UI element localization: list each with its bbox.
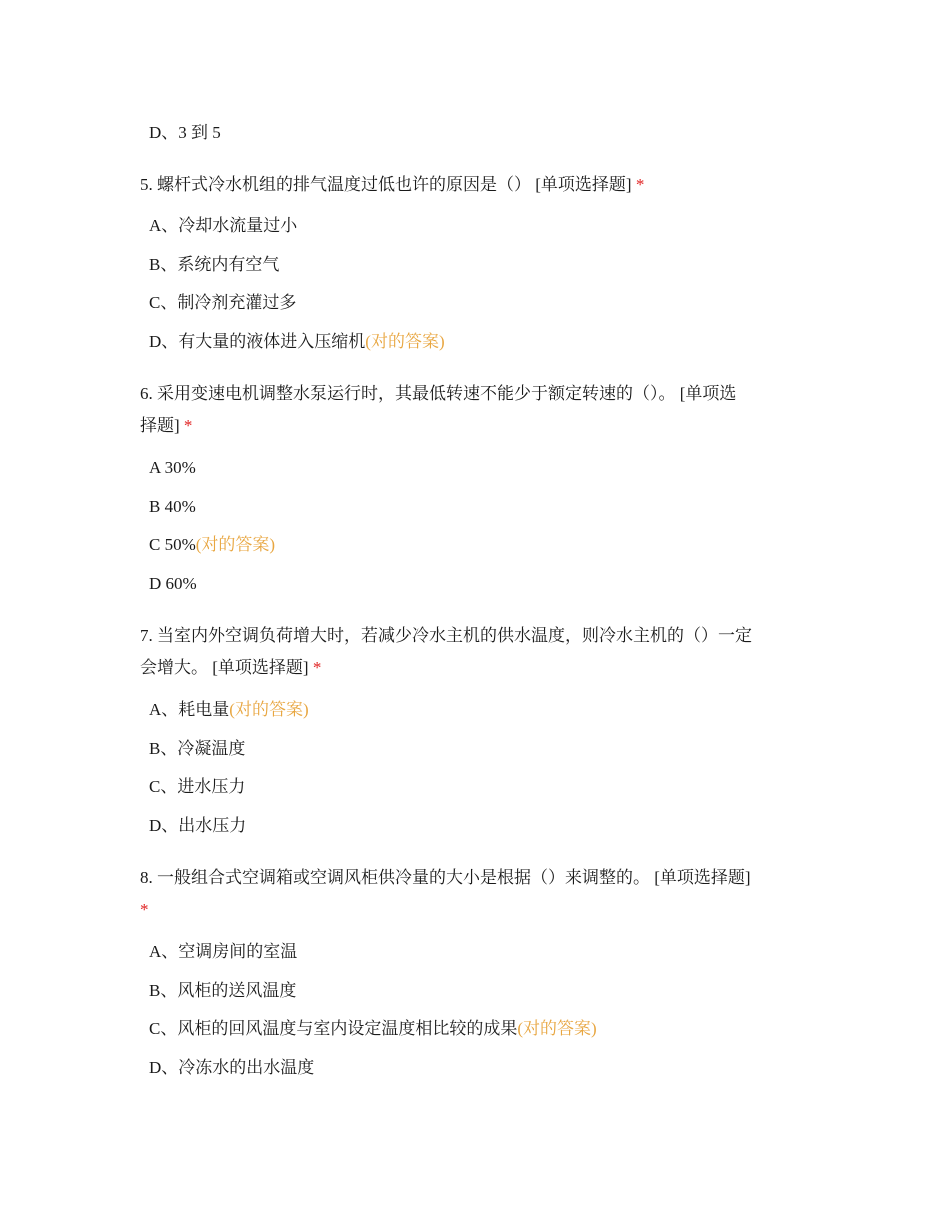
option-text: C、风柜的回风温度与室内设定温度相比较的成果: [149, 1019, 518, 1038]
q7-option-d: [149, 815, 950, 837]
required-star: *: [183, 416, 193, 435]
required-star: *: [635, 175, 645, 194]
option-text: B、系统内有空气: [149, 255, 280, 274]
option-text: C 50%: [149, 535, 196, 554]
option-text: A 30%: [149, 458, 196, 477]
option-text: D、3 到 5: [149, 123, 221, 142]
question-type-label: [单项选择题]: [212, 658, 309, 677]
option-text: B、冷凝温度: [149, 739, 246, 758]
question-6-stem: [140, 383, 950, 405]
question-5-stem: [140, 174, 950, 196]
question-8-stem: [140, 867, 950, 889]
q5-option-b: [149, 254, 950, 276]
q8-option-d: [149, 1057, 950, 1079]
option-text: D、有大量的液体进入压缩机: [149, 332, 366, 351]
correct-answer-mark: (对的答案): [365, 332, 445, 351]
option-text: C、制冷剂充灌过多: [149, 293, 297, 312]
correct-answer-mark: (对的答案): [195, 535, 276, 554]
question-7-stem: [140, 625, 950, 647]
question-text: 5. 螺杆式冷水机组的排气温度过低也许的原因是（）: [140, 175, 531, 194]
question-type-label: [单项选择题]: [535, 175, 632, 194]
question-text: 7. 当室内外空调负荷增大时，若减少冷水主机的供水温度，则冷水主机的（）一定: [140, 626, 752, 645]
q5-option-a: [149, 215, 950, 237]
question-text: 6. 采用变速电机调整水泵运行时，其最低转速不能少于额定转速的（）。 [单项选: [140, 384, 737, 403]
q6-option-d: [149, 573, 950, 595]
question-7-stem-cont: [140, 657, 950, 679]
option-text: C、进水压力: [149, 777, 246, 796]
correct-answer-mark: (对的答案): [229, 700, 309, 719]
q6-option-c: [149, 534, 950, 556]
q7-option-b: [149, 738, 950, 760]
correct-answer-mark: (对的答案): [517, 1019, 597, 1038]
question-6-stem-cont: [140, 415, 950, 437]
q7-option-c: [149, 776, 950, 798]
q8-option-c: [149, 1018, 950, 1040]
q5-option-c: [149, 292, 950, 314]
option-text: D、冷冻水的出水温度: [149, 1058, 315, 1077]
q6-option-b: [149, 496, 950, 518]
option-text: A、空调房间的室温: [149, 942, 298, 961]
option-prev-d: [149, 122, 950, 144]
option-text: B 40%: [149, 497, 196, 516]
question-8-stem-cont: [140, 899, 950, 921]
option-text: D 60%: [149, 574, 197, 593]
q8-option-b: [149, 980, 950, 1002]
option-text: A、冷却水流量过小: [149, 216, 298, 235]
option-text: A、耗电量: [149, 700, 230, 719]
question-text: 择题]: [140, 416, 180, 435]
question-text: 8. 一般组合式空调箱或空调风柜供冷量的大小是根据（）来调整的。 [单项选择题]: [140, 868, 751, 887]
option-text: B、风柜的送风温度: [149, 981, 297, 1000]
q6-option-a: [149, 457, 950, 479]
required-star: *: [140, 900, 149, 919]
required-star: *: [312, 658, 322, 677]
q8-option-a: [149, 941, 950, 963]
q5-option-d: [149, 331, 950, 353]
q7-option-a: [149, 699, 950, 721]
question-text: 会增大。: [140, 658, 208, 677]
option-text: D、出水压力: [149, 816, 247, 835]
